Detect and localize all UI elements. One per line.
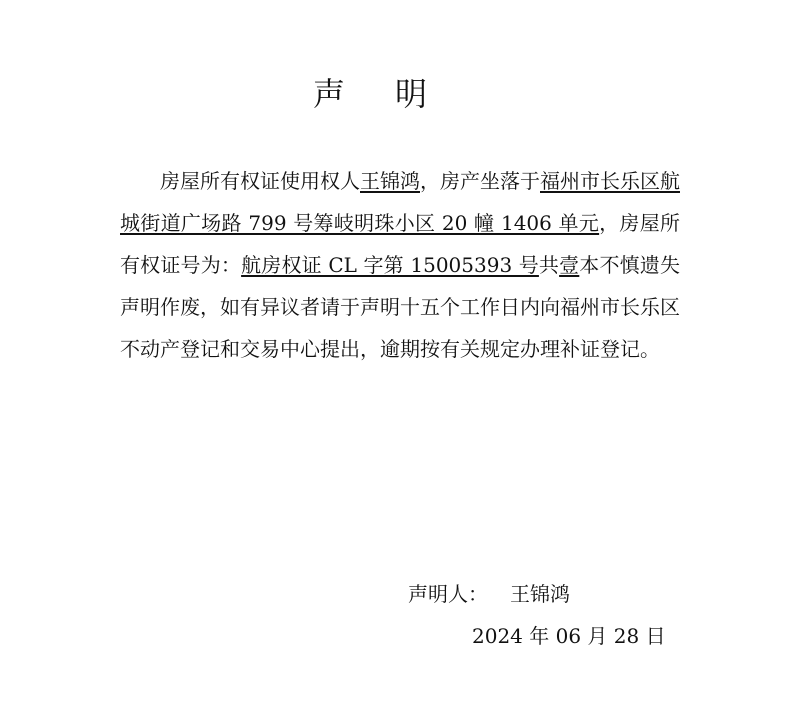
certificate-number: 航房权证 CL 字第 15005393 号 <box>241 253 539 277</box>
body-text-2: ，房产坐落于 <box>420 169 540 193</box>
signature-label: 声明人： <box>408 582 488 606</box>
certificate-count: 壹 <box>559 253 580 277</box>
title-char-1: 声 <box>312 75 345 113</box>
declaration-body <box>120 160 680 370</box>
body-text-3: ，房屋所有权证号为： <box>120 211 681 277</box>
declaration-date: 2024 年 06 月 28 日 <box>472 624 666 648</box>
owner-name: 王锦鸿 <box>360 169 420 193</box>
body-text-5: 本不慎遗失声明作废，如有异议者请于声明十五个工作日内向福州市长乐区不动产登记和交易中心提出，逾期按有关规定办理补证登记。 <box>120 253 681 361</box>
property-address: 福州市长乐区航城街道广场路 799 号筹岐明珠小区 20 幢 1406 单元 <box>120 169 680 235</box>
signature-line <box>408 576 570 612</box>
body-text-1: 房屋所有权证使用权人 <box>160 169 360 193</box>
title-char-2: 明 <box>395 75 428 113</box>
page-title <box>0 70 740 118</box>
signature-name: 王锦鸿 <box>510 582 570 606</box>
body-text-4: 共 <box>538 253 560 277</box>
